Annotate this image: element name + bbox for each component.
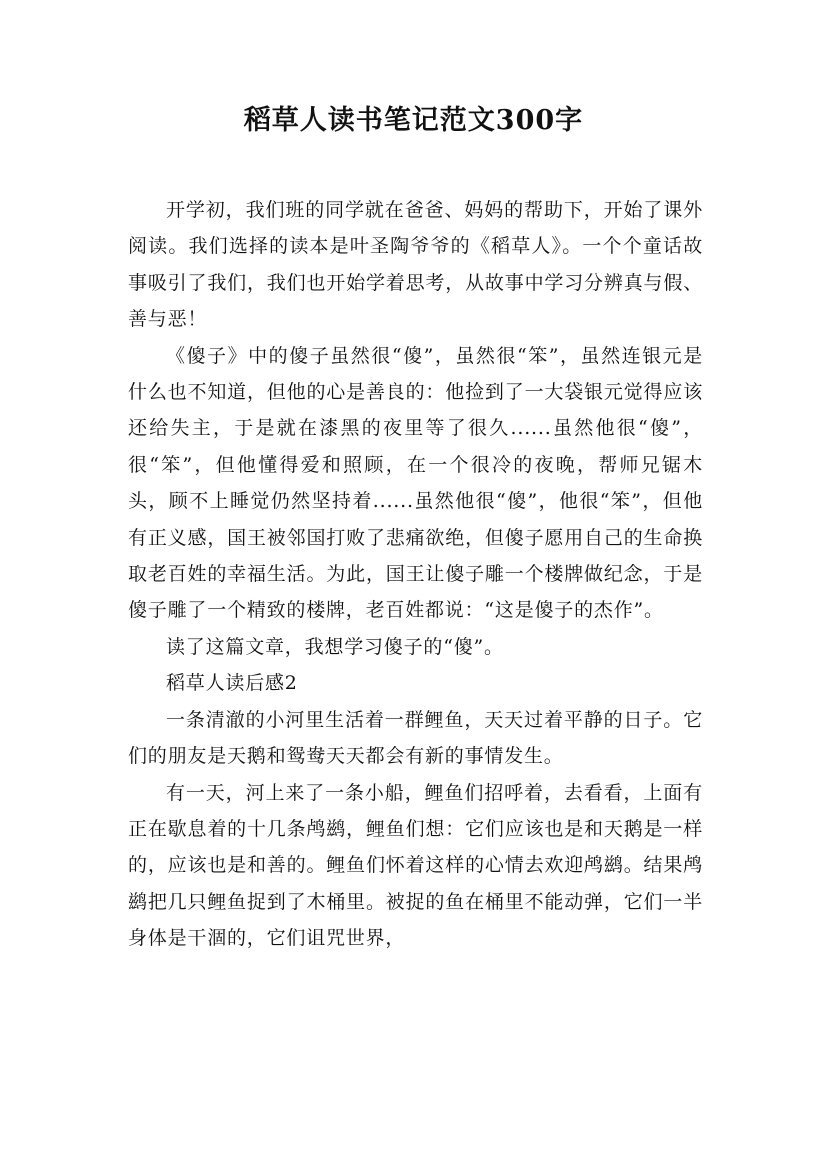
document-title: 稻草人读书笔记范文300字 — [243, 105, 584, 136]
paragraph-intro: 开学初，我们班的同学就在爸爸、妈妈的帮助下，开始了课外阅读。我们选择的读本是叶圣陶爷爷的《稻草人》。一个个童话故事吸引了我们，我们也开始学着思考，从故事中学习分辨真与假、善与恶！ — [128, 199, 703, 331]
paragraph-reflection: 读了这篇文章，我想学习傻子的“傻”。 — [166, 635, 504, 658]
paragraph-fool-story: 《傻子》中的傻子虽然很“傻”，虽然很“笨”，虽然连银元是什么也不知道，但他的心是善良的：他捡到了一大袋银元觉得应该还给失主，于是就在漆黑的夜里等了很久......虽然他很“傻”，很“笨”，但他懂得爱和照顾，在一个很冷的夜晚，帮师兄锯木头，顾不上睡觉仍然坚持着......虽然他很“傻”，他很“笨”，但他有正义感，国王被邻国打败了悲痛欲绝，但傻子愿用自己的生命换取老百姓的幸福生活。为此，国王让傻子雕一个楼牌做纪念，于是傻子雕了一个精致的楼牌，老百姓都说：“这是傻子的杰作”。 — [128, 344, 703, 622]
paragraph-carp-river: 一条清澈的小河里生活着一群鲤鱼，天天过着平静的日子。它们的朋友是天鹅和鸳鸯天天都会有新的事情发生。 — [128, 708, 703, 768]
document-body — [128, 192, 703, 957]
section-heading: 稻草人读后感2 — [166, 672, 298, 695]
paragraph-cormorants: 有一天，河上来了一条小船，鲤鱼们招呼着，去看看，上面有正在歇息着的十几条鸬鹚，鲤鱼们想：它们应该也是和天鹅是一样的，应该也是和善的。鲤鱼们怀着这样的心情去欢迎鸬鹚。结果鸬鹚把几只鲤鱼捉到了木桶里。被捉的鱼在桶里不能动弹，它们一半身体是干涸的，它们诅咒世界， — [128, 781, 703, 950]
